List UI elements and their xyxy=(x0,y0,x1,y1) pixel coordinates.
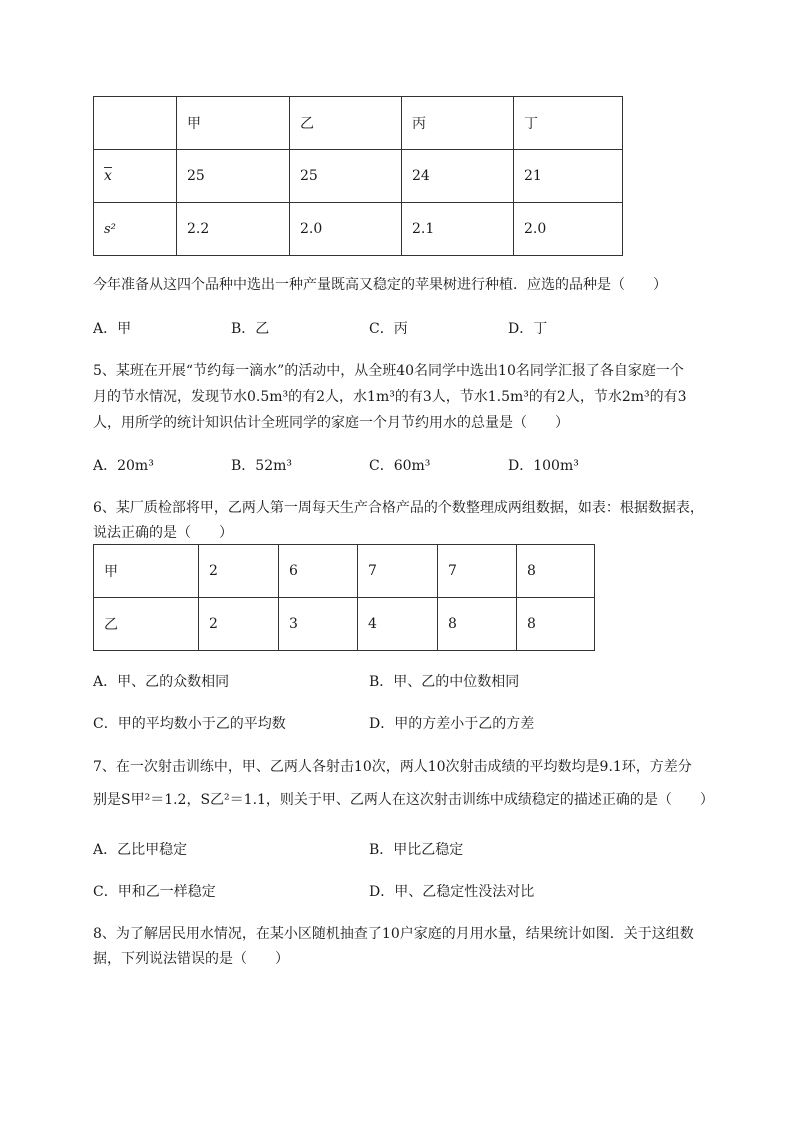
q7-option-c: C．甲和乙一样稳定 xyxy=(93,884,216,900)
table-row xyxy=(94,545,595,598)
q6-line-1: 6、某厂质检部将甲，乙两人第一周每天生产合格产品的个数整理成两组数据，如表：根据数据表， xyxy=(93,500,704,516)
q5-option-b: B．52m³ xyxy=(231,458,292,474)
table-header-cell: 甲 xyxy=(177,97,290,150)
table-row xyxy=(94,598,595,651)
table-cell: 2 xyxy=(199,545,279,598)
q6-option-b: B．甲、乙的中位数相同 xyxy=(369,674,520,690)
q6-option-a: A．甲、乙的众数相同 xyxy=(93,674,230,690)
row-label: 乙 xyxy=(94,598,199,651)
q8-line-1: 8、为了解居民用水情况，在某小区随机抽查了10户家庭的月用水量，结果统计如图．关于这组数 xyxy=(93,926,694,942)
q4-option-d: D．丁 xyxy=(508,321,548,337)
q5-option-d: D．100m³ xyxy=(508,458,579,474)
table-row-mean xyxy=(94,150,623,203)
table-cell: 25 xyxy=(290,150,402,203)
q4-text: 今年准备从这四个品种中选出一种产量既高又稳定的苹果树进行种植．应选的品种是（ ） xyxy=(93,277,667,293)
table-cell: 6 xyxy=(279,545,358,598)
table-cell: 8 xyxy=(517,545,595,598)
table-cell: 4 xyxy=(358,598,438,651)
variety-stats-table xyxy=(93,96,623,256)
table-header-row xyxy=(94,97,623,150)
q7-line-1: 7、在一次射击训练中，甲、乙两人各射击10次，两人10次射击成绩的平均数均是9.1环，方差分 xyxy=(93,759,692,775)
q4-option-a: A．甲 xyxy=(93,321,132,337)
q6-option-c: C．甲的平均数小于乙的平均数 xyxy=(93,716,286,732)
table-cell: 8 xyxy=(438,598,517,651)
table-header-cell: 丙 xyxy=(402,97,514,150)
table-cell: 24 xyxy=(402,150,514,203)
row-label-variance: s² xyxy=(94,203,177,256)
q7-option-d: D．甲、乙稳定性没法对比 xyxy=(369,884,535,900)
q5-line-1: 5、某班在开展“节约每一滴水”的活动中，从全班40名同学中选出10名同学汇报了各自家庭一个 xyxy=(93,363,684,379)
table-header-cell: 乙 xyxy=(290,97,402,150)
q7-line-2: 别是S甲²＝1.2，S乙²＝1.1，则关于甲、乙两人在这次射击训练中成绩稳定的描述正确的是（ ） xyxy=(93,792,714,808)
row-label-mean: x xyxy=(94,150,177,203)
table-cell: 3 xyxy=(279,598,358,651)
table-cell: 2.2 xyxy=(177,203,290,256)
q7-option-b: B．甲比乙稳定 xyxy=(369,842,464,858)
table-cell: 8 xyxy=(517,598,595,651)
table-cell: 25 xyxy=(177,150,290,203)
table-header-cell: 丁 xyxy=(514,97,623,150)
q8-line-2: 据，下列说法错误的是（ ） xyxy=(93,951,289,967)
table-cell: 2.1 xyxy=(402,203,514,256)
q5-line-2: 月的节水情况，发现节水0.5m³的有2人，水1m³的有3人，节水1.5m³的有2人，节水2m³的有3 xyxy=(93,389,687,405)
production-table xyxy=(93,544,595,651)
q5-line-3: 人，用所学的统计知识估计全班同学的家庭一个月节约用水的总量是（ ） xyxy=(93,415,569,431)
row-label: 甲 xyxy=(94,545,199,598)
table-row-variance xyxy=(94,203,623,256)
q4-option-c: C．丙 xyxy=(369,321,408,337)
table-cell xyxy=(94,97,177,150)
q6-option-d: D．甲的方差小于乙的方差 xyxy=(369,716,535,732)
q7-option-a: A．乙比甲稳定 xyxy=(93,842,188,858)
table-cell: 2.0 xyxy=(514,203,623,256)
q6-line-2: 说法正确的是（ ） xyxy=(93,525,233,541)
table-cell: 7 xyxy=(438,545,517,598)
q5-option-a: A．20m³ xyxy=(93,458,154,474)
table-cell: 2 xyxy=(199,598,279,651)
table-cell: 21 xyxy=(514,150,623,203)
q4-option-b: B．乙 xyxy=(231,321,270,337)
table-cell: 7 xyxy=(358,545,438,598)
q5-option-c: C．60m³ xyxy=(369,458,431,474)
table-cell: 2.0 xyxy=(290,203,402,256)
